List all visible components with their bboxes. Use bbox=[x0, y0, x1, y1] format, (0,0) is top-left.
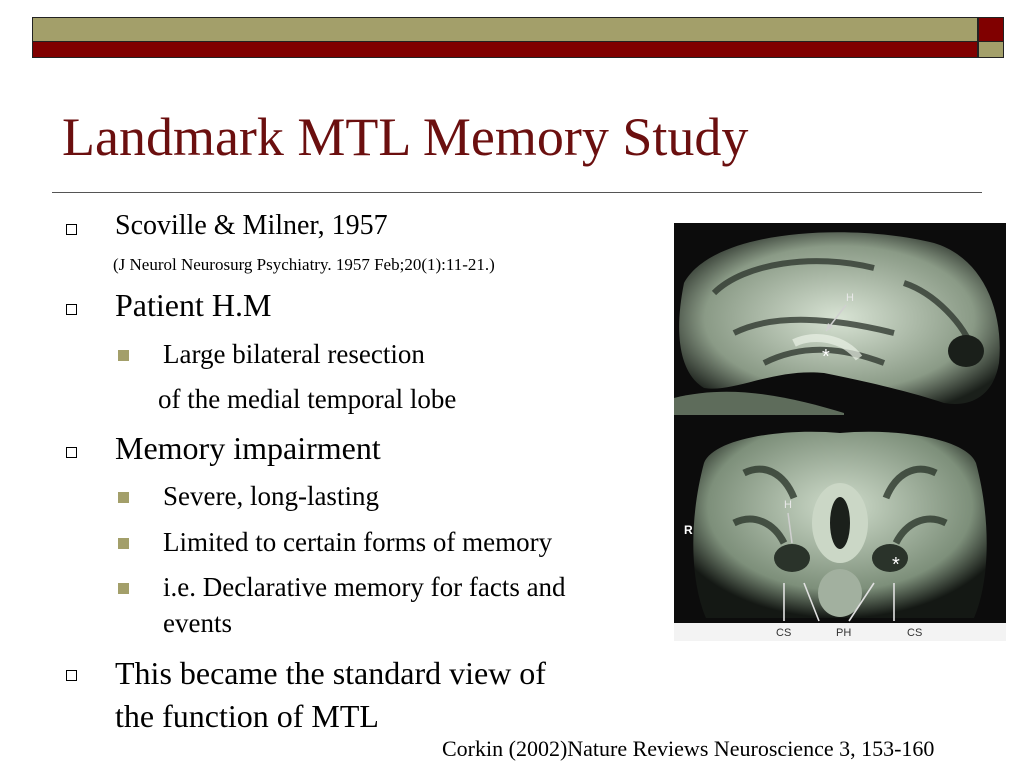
brain-mri-figure bbox=[674, 223, 1006, 641]
sub-bullet-limited: Limited to certain forms of memory bbox=[163, 527, 553, 557]
bullet-patient-hm: Patient H.M bbox=[115, 287, 272, 323]
bullet-square-icon bbox=[66, 447, 77, 458]
bullet-standard-view: This became the standard view of bbox=[115, 655, 546, 691]
citation: Corkin (2002)Nature Reviews Neuroscience 3, 153-160 bbox=[442, 736, 935, 761]
coronal-slice bbox=[693, 432, 986, 618]
sub-bullet-icon bbox=[118, 583, 129, 594]
bullet-square-icon bbox=[66, 670, 77, 681]
label-cs-left: CS bbox=[776, 627, 792, 639]
sub-bullet-declarative: i.e. Declarative memory for facts and bbox=[163, 572, 566, 602]
header-square-olive bbox=[978, 42, 1004, 58]
bullet-memory-impairment: Memory impairment bbox=[115, 430, 381, 466]
slide-title: Landmark MTL Memory Study bbox=[62, 107, 749, 167]
sub-bullet-icon bbox=[118, 492, 129, 503]
label-r: R bbox=[684, 523, 693, 537]
marker-star-top: * bbox=[822, 346, 830, 368]
sub-bullet-resection: Large bilateral resection bbox=[163, 339, 425, 369]
bullet-square-icon bbox=[66, 304, 77, 315]
bullet-scoville-milner: Scoville & Milner, 1957 bbox=[115, 210, 388, 241]
sub-bullet-resection-cont: of the medial temporal lobe bbox=[158, 384, 457, 414]
bullet-square-icon bbox=[66, 224, 77, 235]
header-bar-maroon bbox=[32, 42, 978, 58]
sub-bullet-severe: Severe, long-lasting bbox=[163, 481, 379, 511]
label-h-bottom: H bbox=[784, 499, 792, 511]
sub-bullet-icon bbox=[118, 538, 129, 549]
marker-star-bottom: * bbox=[892, 554, 900, 576]
label-h-top: H bbox=[846, 292, 854, 304]
sub-bullet-icon bbox=[118, 350, 129, 361]
header-square-maroon bbox=[978, 17, 1004, 42]
reference-jnnp: (J Neurol Neurosurg Psychiatry. 1957 Feb;20(1):11-21.) bbox=[113, 255, 495, 274]
header-bar-olive bbox=[32, 17, 978, 42]
sagittal-slice bbox=[674, 232, 1000, 423]
bullet-standard-view-cont: the function of MTL bbox=[115, 698, 379, 734]
title-divider bbox=[52, 192, 982, 193]
sub-bullet-declarative-cont: events bbox=[163, 608, 232, 638]
label-cs-right: CS bbox=[907, 627, 923, 639]
label-ph: PH bbox=[836, 627, 852, 639]
